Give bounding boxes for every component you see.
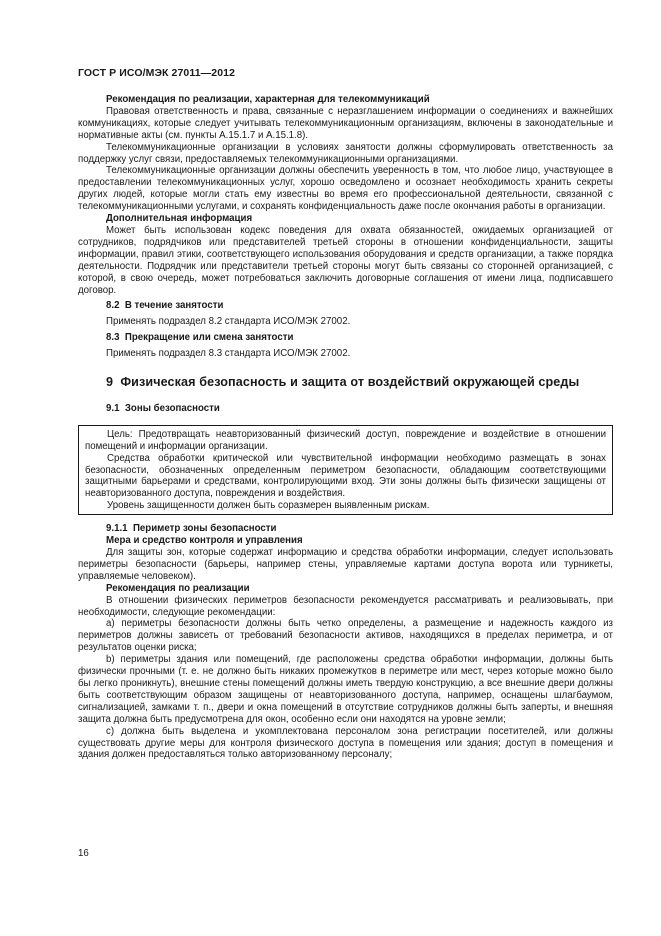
list-item: а) периметры безопасности должны быть четко определены, а размещение и надежность каждого из периметров должны зависеть от требований безопасности активов, находящихся в пределах периметра, и от результатов оценки риска; [78,618,613,654]
document-body [78,94,613,761]
objective-box [78,425,613,515]
control-heading: Мера и средство контроля и управления [106,535,303,547]
section-number: 8.2 [106,300,120,312]
objective-text: Средства обработки критической или чувствительной информации необходимо размещать в зонах безопасности, обозначенных определенным периметром безопасности, обладающим соответствующими защитными барьерами и средствами, контролирующими вход. Эти зоны должны быть физически защищены от неавторизованного доступа, повреждения и воздействия. [85,452,606,500]
paragraph: Правовая ответственность и права, связанные с неразглашением информации о соединениях и важнейших коммуникациях, которые следует учитывать телекоммуникационным организациям, включены в законодательные и нормативные акты (см. пункты А.15.1.7 и А.15.1.8). [78,105,613,141]
section-9-1-1-heading [78,523,613,535]
section-9-1-heading [78,403,613,415]
section-number: 8.3 [106,332,120,344]
objective-text: Уровень защищенности должен быть соразмерен выявленным рискам. [107,500,430,512]
section-title: В течение занятости [124,300,224,312]
section-title: Физическая безопасность и защита от воздействий окружающей среды [120,375,580,390]
paragraph: Для защиты зон, которые содержат информацию и средства обработки информации, следует использовать периметры безопасности (барьеры, например стены, управляемые картами доступа ворота или турникеты, управляемые человеком). [78,547,613,582]
implementation-heading: Рекомендация по реализации [106,582,250,594]
objective-text: Цель: Предотвращать неавторизованный физический доступ, повреждение и воздействие в отношении помещений и информации организации. [85,428,606,452]
document-header: ГОСТ Р ИСО/МЭК 27011—2012 [78,67,236,79]
section-title: Зоны безопасности [124,402,220,414]
section-title: Прекращение или смена занятости [124,332,294,344]
section-8-3-heading [78,332,613,344]
additional-info-heading: Дополнительная информация [106,213,253,225]
section-number: 9.1 [106,402,120,414]
paragraph: Применять подраздел 8.2 стандарта ИСО/МЭК 27002. [106,316,351,328]
list-item: c) должна быть выделена и укомплектована персоналом зона регистрации посетителей, или должны существовать другие меры для контроля физического доступа в помещения или здания; доступ в помещения и здания должен предоставляться только авторизованному персоналу; [78,725,613,761]
paragraph: Телекоммуникационные организации должны обеспечить уверенность в том, что любое лицо, участвующее в предоставлении телекоммуникационных услуг, хорошо осведомлено и осознает необходимость хранить секреты других людей, которые могли стать ему известны во время его профессиональной деятельности, связанной с телекоммуникационными услугами, и сохранять конфиденциальность даже после окончания работы в организации. [78,165,613,213]
list-item: b) периметры здания или помещений, где расположены средства обработки информации, должны быть физически прочными (т. е. не должно быть никаких промежутков в периметре или мест, через которые можно было бы легко проникнуть), внешние стены помещений должны иметь твердую конструкцию, а все внешние двери должны быть соответствующим образом защищены от неавторизованного доступа, например, оснащены шлагбаумом, сигнализацией, замками т. п., двери и окна помещений в отсутствие сотрудников должны быть заперты, и внешняя защита должна быть предусмотрена для окон, особенно если они находятся на уровне земли; [78,654,613,725]
section-9-heading [78,377,613,389]
section-title: Периметр зоны безопасности [132,523,277,535]
telecom-recommendation-heading: Рекомендация по реализации, характерная для телекоммуникаций [106,94,430,105]
page-number: 16 [78,848,89,859]
paragraph: Телекоммуникационные организации в условиях занятости должны сформулировать ответственность за поддержку услуг связи, предоставляемых телекоммуникационными организациями. [78,141,613,165]
section-number: 9.1.1 [106,523,128,535]
paragraph: Может быть использован кодекс поведения для охвата обязанностей, ожидаемых организацией от сотрудников, подрядчиков или представителей третьей стороны в отношении конфиденциальности, защиты информации, правил этики, соответствующего использования оборудования и средств организации, а также порядка деятельности. Подрядчик или представители третьей стороны могут быть связаны со сторонней организацией, с которой, в свою очередь, может потребоваться заключить договорные соглашения от имени лица, подписавшего договор. [78,224,613,296]
section-number: 9 [106,375,114,390]
paragraph: В отношении физических периметров безопасности рекомендуется рассматривать и реализовывать, при необходимости, следующие рекомендации: [78,594,613,618]
section-8-2-heading [78,300,613,312]
paragraph: Применять подраздел 8.3 стандарта ИСО/МЭК 27002. [106,348,351,360]
